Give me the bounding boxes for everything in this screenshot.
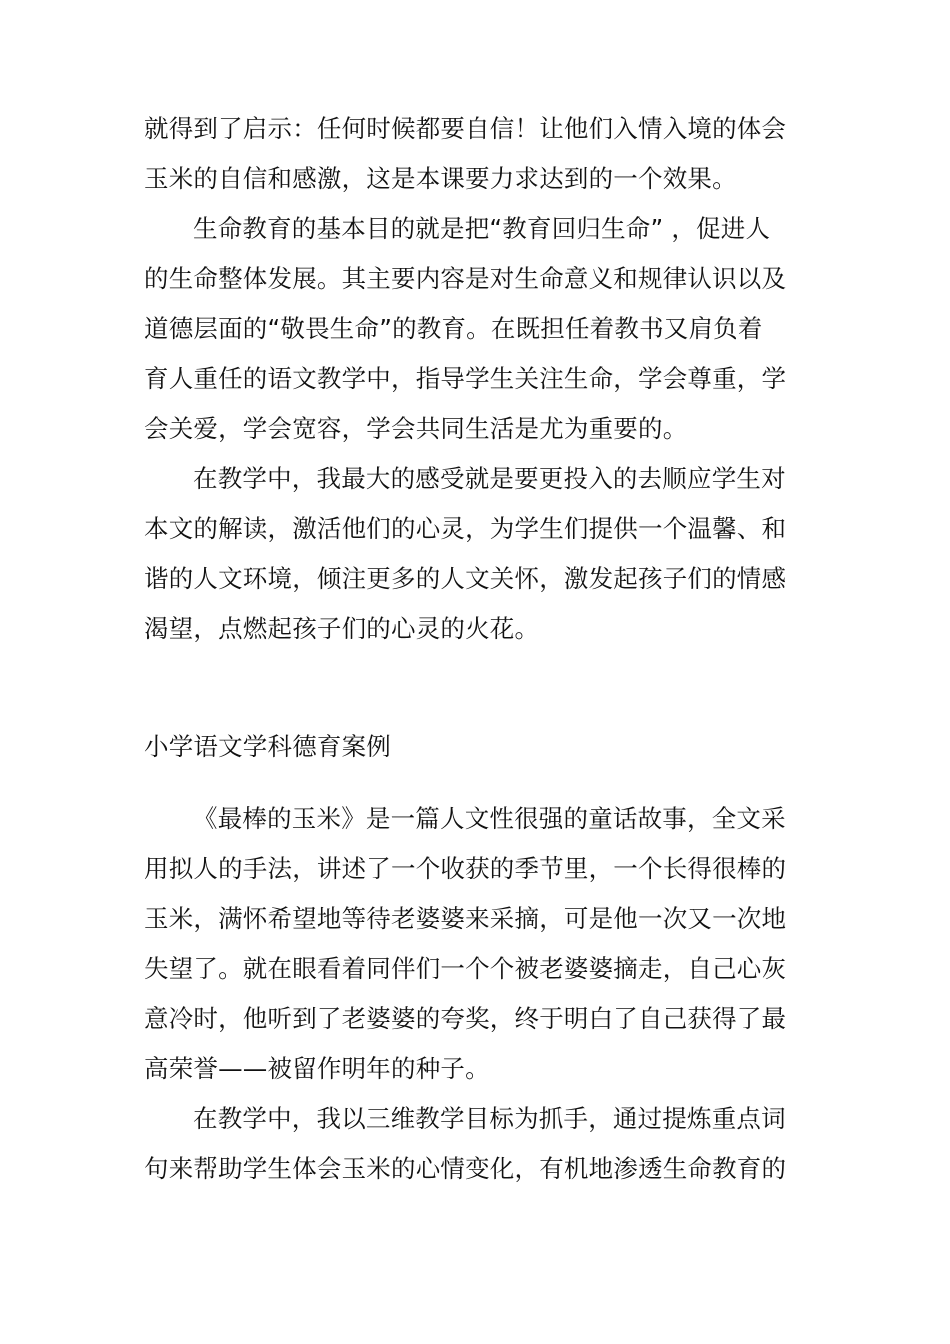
- paragraph-line: 用拟人的手法，讲述了一个收获的季节里，一个长得很棒的: [144, 854, 787, 883]
- paragraph-line: 会关爱，学会宽容，学会共同生活是尤为重要的。: [144, 414, 688, 443]
- paragraph-line: 意冷时，他听到了老婆婆的夸奖，终于明白了自己获得了最: [144, 1004, 787, 1033]
- paragraph-line: 在教学中，我最大的感受就是要更投入的去顺应学生对: [193, 464, 786, 493]
- paragraph-line: 玉米，满怀希望地等待老婆婆来采摘，可是他一次又一次地: [144, 904, 787, 933]
- paragraph-line: 的生命整体发展。其主要内容是对生命意义和规律认识以及: [144, 264, 787, 293]
- paragraph-line: 生命教育的基本目的就是把“教育回归生命” ，促进人: [193, 214, 771, 243]
- paragraph-line: 《最棒的玉米》是一篇人文性很强的童话故事，全文采: [193, 804, 786, 833]
- section-heading: 小学语文学科德育案例: [144, 732, 391, 761]
- paragraph-line: 育人重任的语文教学中，指导学生关注生命，学会尊重，学: [144, 364, 787, 393]
- paragraph-line: 就得到了启示：任何时候都要自信！让他们入情入境的体会: [144, 114, 787, 143]
- paragraph-line: 谐的人文环境，倾注更多的人文关怀，激发起孩子们的情感: [144, 564, 787, 593]
- paragraph-line: 玉米的自信和感激，这是本课要力求达到的一个效果。: [144, 164, 737, 193]
- paragraph-line: 在教学中，我以三维教学目标为抓手，通过提炼重点词: [193, 1104, 786, 1133]
- paragraph-line: 本文的解读，激活他们的心灵，为学生们提供一个温馨、和: [144, 514, 787, 543]
- paragraph-line: 高荣誉——被留作明年的种子。: [144, 1054, 490, 1083]
- paragraph-line: 渴望，点燃起孩子们的心灵的火花。: [144, 614, 540, 643]
- paragraph-line: 道德层面的“敬畏生命”的教育。在既担任着教书又肩负着: [144, 314, 763, 343]
- paragraph-line: 句来帮助学生体会玉米的心情变化，有机地渗透生命教育的: [144, 1154, 787, 1183]
- paragraph-line: 失望了。就在眼看着同伴们一个个被老婆婆摘走，自己心灰: [144, 954, 787, 983]
